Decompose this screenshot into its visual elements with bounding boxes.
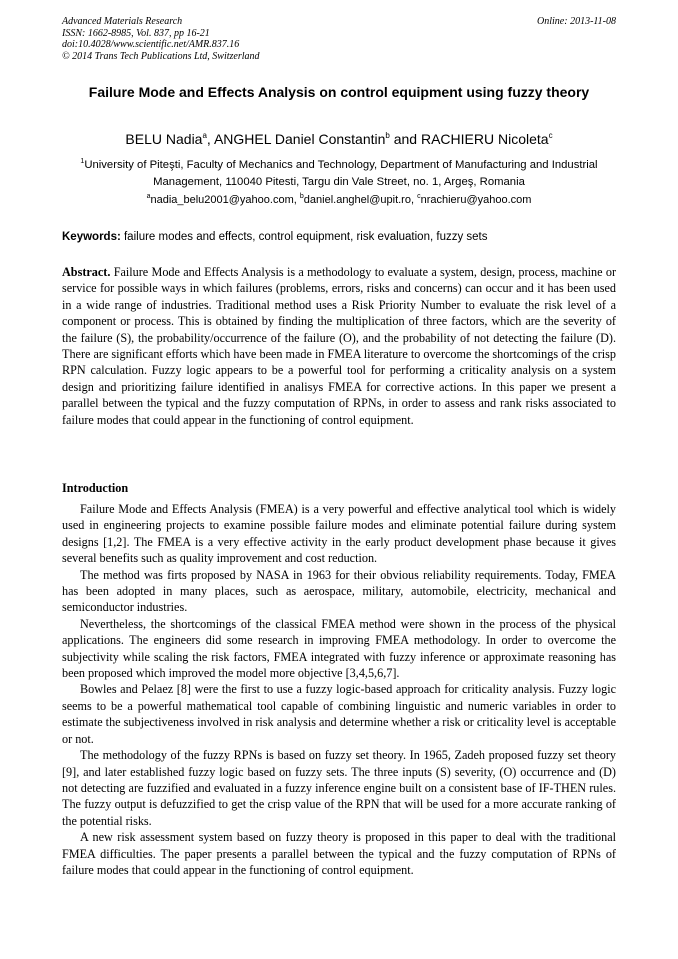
paper-title: Failure Mode and Effects Analysis on control equipment using fuzzy theory [88, 84, 590, 100]
paragraph: Bowles and Pelaez [8] were the first to use a fuzzy logic-based approach for criticality analysis. Fuzzy logic seems to be a powerful mathematical tool capable of combining linguistic and numeric variables in order to estimate the subjectiveness involved in risk analysis and determine whether a risk or criticality level is acceptable or not. [62, 682, 616, 746]
journal-header [62, 16, 616, 62]
issn-line: ISSN: 1662-8985, Vol. 837, pp 16-21 [62, 27, 210, 39]
abstract [62, 264, 616, 428]
email-sup: a [146, 193, 151, 200]
paragraph: The methodology of the fuzzy RPNs is based on fuzzy set theory. In 1965, Zadeh proposed fuzzy set theory [9], and later established fuzzy logic based on fuzzy sets. The three inputs (S) severity, (O) occurrence and (D) not detecting are fuzzified and evaluated in a fuzzy inference engine built on a consistent base of IF-THEN rules. The fuzzy output is defuzzified to get the crisp value of the RPN that will be used for a more accurate ranking of the potential risks. [62, 748, 616, 828]
keywords-label: Keywords: [62, 231, 121, 243]
author-sup: c [548, 131, 553, 140]
author-sup: a [202, 131, 207, 140]
doi-line: doi:10.4028/www.scientific.net/AMR.837.16 [62, 39, 240, 50]
copyright-line: © 2014 Trans Tech Publications Ltd, Switzerland [62, 50, 260, 62]
affiliation-text: University of Piteşti, Faculty of Mechanics and Technology, Department of Manufacturing and Industrial Management, 110040 Pitesti, Targu din Vale Street, no. 1, Argeş, Romania [84, 159, 598, 188]
author-separator: and [389, 131, 421, 147]
email-sup: c [417, 193, 421, 200]
email-link[interactable]: nrachieru@yahoo.com [420, 194, 532, 206]
author-sup: b [385, 131, 390, 140]
author-name: BELU Nadia [125, 131, 203, 147]
paragraph: The method was firts proposed by NASA in 1963 for their obvious reliability requirements. Today, FMEA has been adopted in many places, such as aerospace, military, automobile, electricity, mechanical and semiconductor industries. [62, 567, 616, 615]
introduction-body [62, 501, 616, 878]
author-name: RACHIERU Nicoleta [420, 131, 549, 147]
online-date: Online: 2013-11-08 [537, 16, 616, 27]
author-list [62, 130, 616, 148]
affiliation-sup: 1 [80, 158, 85, 165]
paragraph: A new risk assessment system based on fuzzy theory is proposed in this paper to deal with the traditional FMEA difficulties. The paper presents a parallel between the typical and the fuzzy computation of RPNs of failure modes that could appear in the functioning of control equipment. [62, 830, 616, 877]
abstract-label: Abstract. [62, 265, 111, 279]
affiliation [62, 157, 616, 191]
email-link[interactable]: nadia_belu2001@yahoo.com [150, 194, 294, 206]
abstract-text: Failure Mode and Effects Analysis is a methodology to evaluate a system, design, process, machine or service for possible ways in which failures (problems, errors, risks and concerns) can occur and it has been used in a wide range of industries. Traditional method uses a Risk Priority Number to evaluate the risk level of a component or process. This is obtained by finding the multiplication of three factors, which are the severity of the failure (S), the probability/occurrence of the failure (O), and the probability of not detecting the failure (D). There are significant efforts which have been made in FMEA literature to overcome the shortcomings of the crisp RPN calculation. Fuzzy logic appears to be a powerful tool for performing a criticality analysis on a system design and prioritizing failure identified in analisys FMEA for corrective actions. In this paper we present a parallel between the typical and the fuzzy computation of RPNs, in order to assess and rank risks associated to failure modes that could appear in the functioning of control equipment. [62, 265, 616, 427]
section-heading-introduction: Introduction [62, 481, 129, 495]
paragraph: Nevertheless, the shortcomings of the classical FMEA method were shown in the process of the physical applications. The engineers did some research in improving FMEA methodology. In order to overcome the subjectivity while scaling the risk factors, FMEA integrated with fuzzy inference or approximate reasoning has been proposed which improved the model more objective [3,4,5,6,7]. [62, 616, 616, 681]
keywords-text: failure modes and effects, control equipment, risk evaluation, fuzzy sets [120, 231, 488, 243]
email-separator: , [410, 194, 418, 206]
email-separator: , [293, 194, 300, 206]
email-link[interactable]: daniel.anghel@upit.ro [303, 194, 411, 206]
author-emails [62, 192, 616, 208]
keywords [62, 229, 616, 245]
paragraph: Failure Mode and Effects Analysis (FMEA) is a very powerful and effective analytical tool which is widely used in engineering projects to examine possible failure modes and eliminate potential failure during system designs [1,2]. The FMEA is a very effective activity in the early product development phase because it gives several benefits such as quality improvement and cost reduction. [62, 502, 616, 566]
journal-name: Advanced Materials Research [62, 16, 183, 27]
email-sup: b [299, 193, 304, 200]
author-separator: , [206, 131, 214, 147]
author-name: ANGHEL Daniel Constantin [213, 131, 386, 147]
